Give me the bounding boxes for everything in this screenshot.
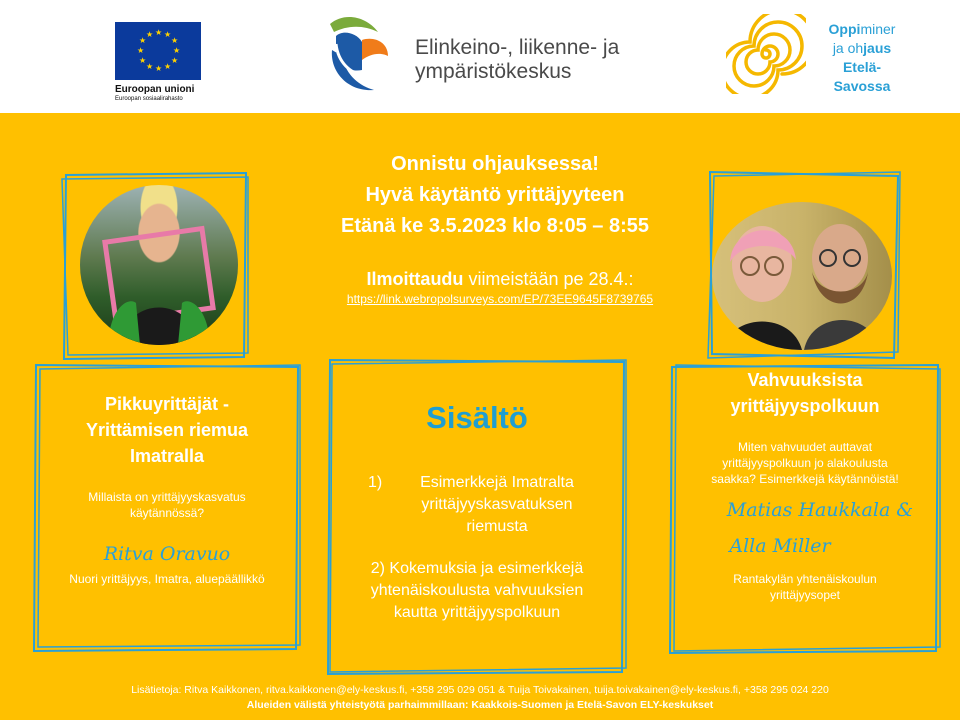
eu-logo-subtitle: Euroopan sosiaalirahasto [115,96,183,102]
left-photo-frame [60,171,250,361]
registration-deadline [270,268,730,290]
opp-line2b: jaus [863,40,892,56]
right-speaker-role: Rantakylän yhtenäiskoulun yrittäjyysopet [733,572,877,602]
registration-rest: viimeistään pe 28.4.: [463,269,634,289]
ely-leaf-icon [322,10,402,96]
title-line-2: Hyvä käytäntö yrittäjyyteen [365,184,625,206]
right-topic-content [668,367,942,603]
left-topic-heading [32,391,302,469]
content-item-2-line-1: 2) Kokemuksia ja esimerkkejä [370,560,584,577]
left-heading-line-1: Pikkuyrittäjät - [104,394,230,414]
spiral-icon [726,14,806,94]
left-heading-line-2: Yrittämisen riemua [85,420,249,440]
content-item-1-line-1: Esimerkkejä Imatralta [420,474,574,491]
speaker-photo [80,185,238,345]
middle-content [326,400,628,624]
eu-flag: ★ ★ ★ ★ ★ ★ ★ ★ ★ ★ ★ ★ [115,22,201,80]
event-poster [0,113,960,720]
right-speaker-signature-1: Matias Haukkala & [726,499,914,521]
footer-cooperation: Alueiden välistä yhteistyötä parhaimmillaan: Kaakkois-Suomen ja Etelä-Savon ELY-keskukset [246,699,714,711]
left-heading-line-3: Imatralla [129,446,205,466]
ely-logo [322,10,642,96]
registration-link[interactable]: https://link.webropolsurveys.com/EP/73EE9645F8739765 [346,292,654,306]
right-heading-line-1: Vahvuuksista [747,370,863,390]
content-item-1-line-2: yrittäjyyskasvatuksen [421,496,573,513]
left-speaker-role: Nuori yrittäjyys, Imatra, aluepäällikkö [69,572,265,586]
oppiminen-logo [726,14,926,104]
registration-bold: Ilmoittaudu [366,269,464,289]
title-line-3: Etänä ke 3.5.2023 klo 8:05 – 8:55 [341,215,649,237]
oppiminen-logo-text [802,20,922,96]
registration-info [270,268,730,308]
content-item-1-line-3: riemusta [466,518,528,535]
right-topic-heading [668,367,942,419]
content-heading: Sisältö [426,400,528,435]
right-heading-line-2: yrittäjyyspolkuun [730,396,880,416]
right-topic-question: Miten vahvuudet auttavat yrittäjyyspolkuun jo alakoulusta saakka? Esimerkkejä käytännöistä! [711,440,899,486]
opp-line3: Etelä- [842,59,882,75]
eu-logo [115,22,203,102]
content-item-2-line-2: yhtenäiskoulusta vahvuuksien [370,582,584,599]
logo-header [0,0,960,113]
right-topic-box [668,363,942,655]
person-illustration [80,185,238,345]
speakers-photo [712,202,892,350]
ely-logo-line2: ympäristökeskus [415,60,572,83]
ely-logo-text [415,36,619,84]
content-item-1-number: 1) [368,474,383,491]
title-line-1: Onnistu ohjauksessa! [391,153,599,175]
opp-line1a: Oppi [828,21,861,37]
event-title [300,149,690,242]
content-item-1 [326,472,628,538]
right-speaker-signature-2: Alla Miller [729,535,831,557]
opp-line2a: ja oh [832,40,864,56]
left-speaker-signature: Ritva Oravuo [103,543,231,565]
eu-logo-name: Euroopan unioni [115,84,195,95]
poster-footer [0,683,960,713]
opp-line1b: miner [860,21,896,37]
left-topic-question: Millaista on yrittäjyyskasvatus käytännössä? [88,490,246,520]
content-item-2-line-3: kautta yrittäjyyspolkuun [393,604,561,621]
left-topic-content [32,391,302,587]
footer-contact-info: Lisätietoja: Ritva Kaikkonen, ritva.kaikkonen@ely-keskus.fi, +358 295 029 051 & Tuija Toivakainen, tuija.toivakainen@ely-keskus.fi, +358 295 024 220 [131,684,829,696]
content-item-2 [326,558,628,624]
left-topic-box [32,363,302,653]
middle-content-box [326,358,628,676]
ely-logo-line1: Elinkeino-, liikenne- ja [415,36,620,59]
people-illustration [712,202,892,350]
opp-line4: Savossa [833,78,891,94]
right-photo-frame [706,170,902,360]
